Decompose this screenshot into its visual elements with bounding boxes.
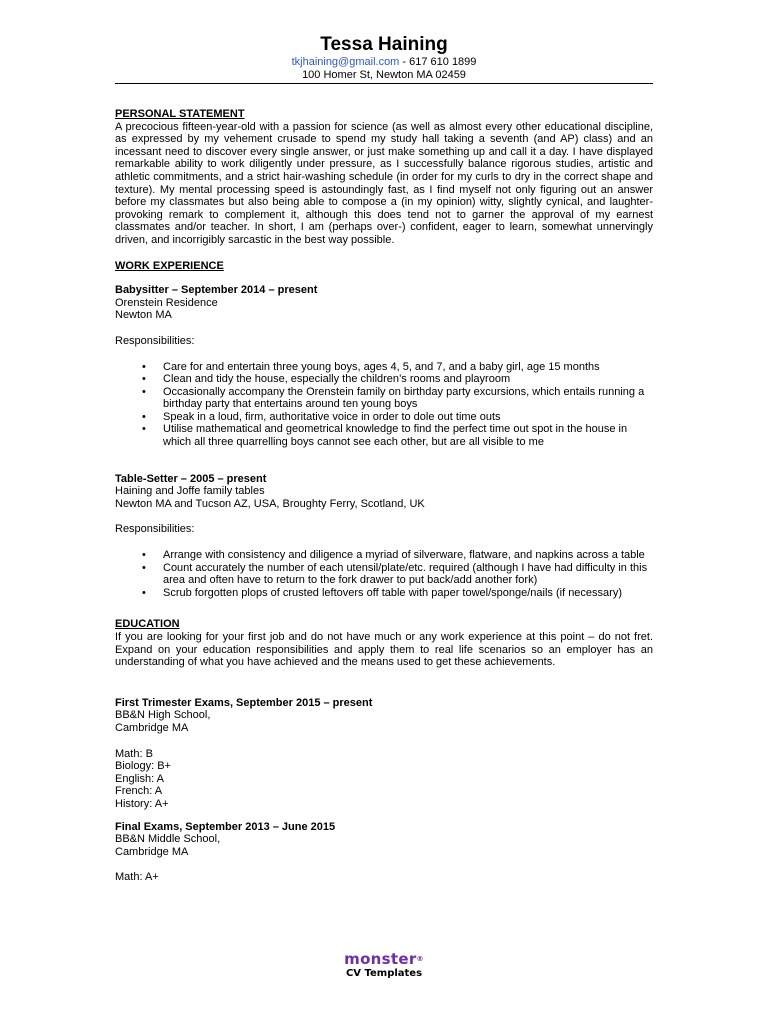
- school-name: BB&N Middle School,: [115, 833, 221, 846]
- grade-item: Biology: B+: [115, 760, 171, 773]
- personal-statement-text: A precocious fifteen-year-old with a passion for science (as well as almost every other educational discipline, as expressed by my vehement crusade to spend my study hall taking a seventh (and AP) class) and an incessant need to discover every single answer, or just make something up and call it a day. I have displayed remarkable ability to work diligently under pressure, as I successfully balance rigorous studies, artistic and athletic commitments, and a strict hair-washing schedule (in order for my curls to dry in the correct shape and texture). My mental processing speed is astoundingly fast, as I find myself not only figuring out an answer before my classmates but also being able to compose a (in my opinion) witty, slightly cynical, and laughter-provoking remark to complement it, although this does tend not to garner the approval of my earnest classmates and/or teacher. In short, I am (perhaps over-) confident, eager to learn, somewhat unnervingly driven, and incorrigibly sarcastic in the best way possible.: [115, 120, 653, 246]
- list-item: • Speak in a loud, firm, authoritative voice in order to dole out time outs: [115, 411, 653, 424]
- email-link[interactable]: tkjhaining@gmail.com: [291, 56, 400, 68]
- grade-item: Math: A+: [115, 871, 159, 884]
- job-employer: Orenstein Residence: [115, 296, 218, 309]
- job-title: Table-Setter – 2005 – present: [115, 472, 267, 485]
- responsibilities-list: [115, 361, 653, 449]
- list-item: • Occasionally accompany the Orenstein family on birthday party excursions, which entails running a birthday party that entertains around ten young boys: [115, 386, 653, 411]
- phone-number: 617 610 1899: [409, 56, 477, 68]
- contact-block: [0, 56, 768, 82]
- education-title: First Trimester Exams, September 2015 – present: [115, 696, 373, 709]
- list-item: • Clean and tidy the house, especially the children’s rooms and playroom: [115, 373, 653, 386]
- school-name: BB&N High School,: [115, 709, 211, 722]
- responsibilities-list: [115, 549, 653, 599]
- school-city: Cambridge MA: [115, 721, 189, 734]
- list-item: • Care for and entertain three young boys, ages 4, 5, and 7, and a baby girl, age 15 months: [115, 361, 653, 374]
- personal-statement-heading: PERSONAL STATEMENT: [115, 108, 245, 120]
- grade-item: History: A+: [115, 797, 169, 810]
- education-heading: EDUCATION: [115, 618, 180, 631]
- list-item: • Scrub forgotten plops of crusted leftovers off table with paper towel/sponge/nails (if necessary): [115, 587, 653, 600]
- list-item: • Count accurately the number of each utensil/plate/etc. required (although I have had difficulty in this area and often have to return to the fork drawer to put back/add another fork): [115, 562, 653, 587]
- contact-separator: -: [399, 56, 410, 68]
- grade-item: French: A: [115, 785, 163, 798]
- job-entry: [115, 473, 653, 600]
- education-entry: [115, 821, 653, 884]
- job-entry: [115, 284, 653, 449]
- education-intro: If you are looking for your first job and do not have much or any work experience at this point – do not fret. Expand on your education responsibilities and apply them to real life scenarios so an employer has an understanding of what you have achieved and the means used to get these achievements.: [115, 631, 653, 669]
- header-divider: [115, 83, 653, 84]
- job-location: Newton MA: [115, 309, 172, 322]
- job-location: Newton MA and Tucson AZ, USA, Broughty Ferry, Scotland, UK: [115, 497, 425, 510]
- list-item: • Arrange with consistency and diligence a myriad of silverware, flatware, and napkins across a table: [115, 549, 653, 562]
- education-entry: [115, 697, 653, 811]
- responsibilities-label: Responsibilities:: [115, 523, 195, 536]
- work-experience-heading: WORK EXPERIENCE: [115, 259, 224, 272]
- job-title: Babysitter – September 2014 – present: [115, 284, 318, 297]
- address: 100 Homer St, Newton MA 02459: [302, 69, 466, 81]
- resume-body: [115, 108, 653, 884]
- monster-logo: monster®: [344, 950, 424, 968]
- list-item: • Utilise mathematical and geometrical knowledge to find the perfect time out spot in the house in which all three quarrelling boys cannot see each other, but are all visible to me: [115, 423, 653, 448]
- contact-line: [0, 56, 768, 69]
- school-city: Cambridge MA: [115, 845, 189, 858]
- responsibilities-label: Responsibilities:: [115, 334, 195, 347]
- footer-subtitle: CV Templates: [345, 968, 423, 979]
- candidate-name: Tessa Haining: [320, 34, 448, 55]
- education-title: Final Exams, September 2013 – June 2015: [115, 820, 336, 833]
- footer-branding: [0, 951, 768, 980]
- grade-item: English: A: [115, 772, 164, 785]
- job-employer: Haining and Joffe family tables: [115, 485, 265, 498]
- grade-item: Math: B: [115, 747, 153, 760]
